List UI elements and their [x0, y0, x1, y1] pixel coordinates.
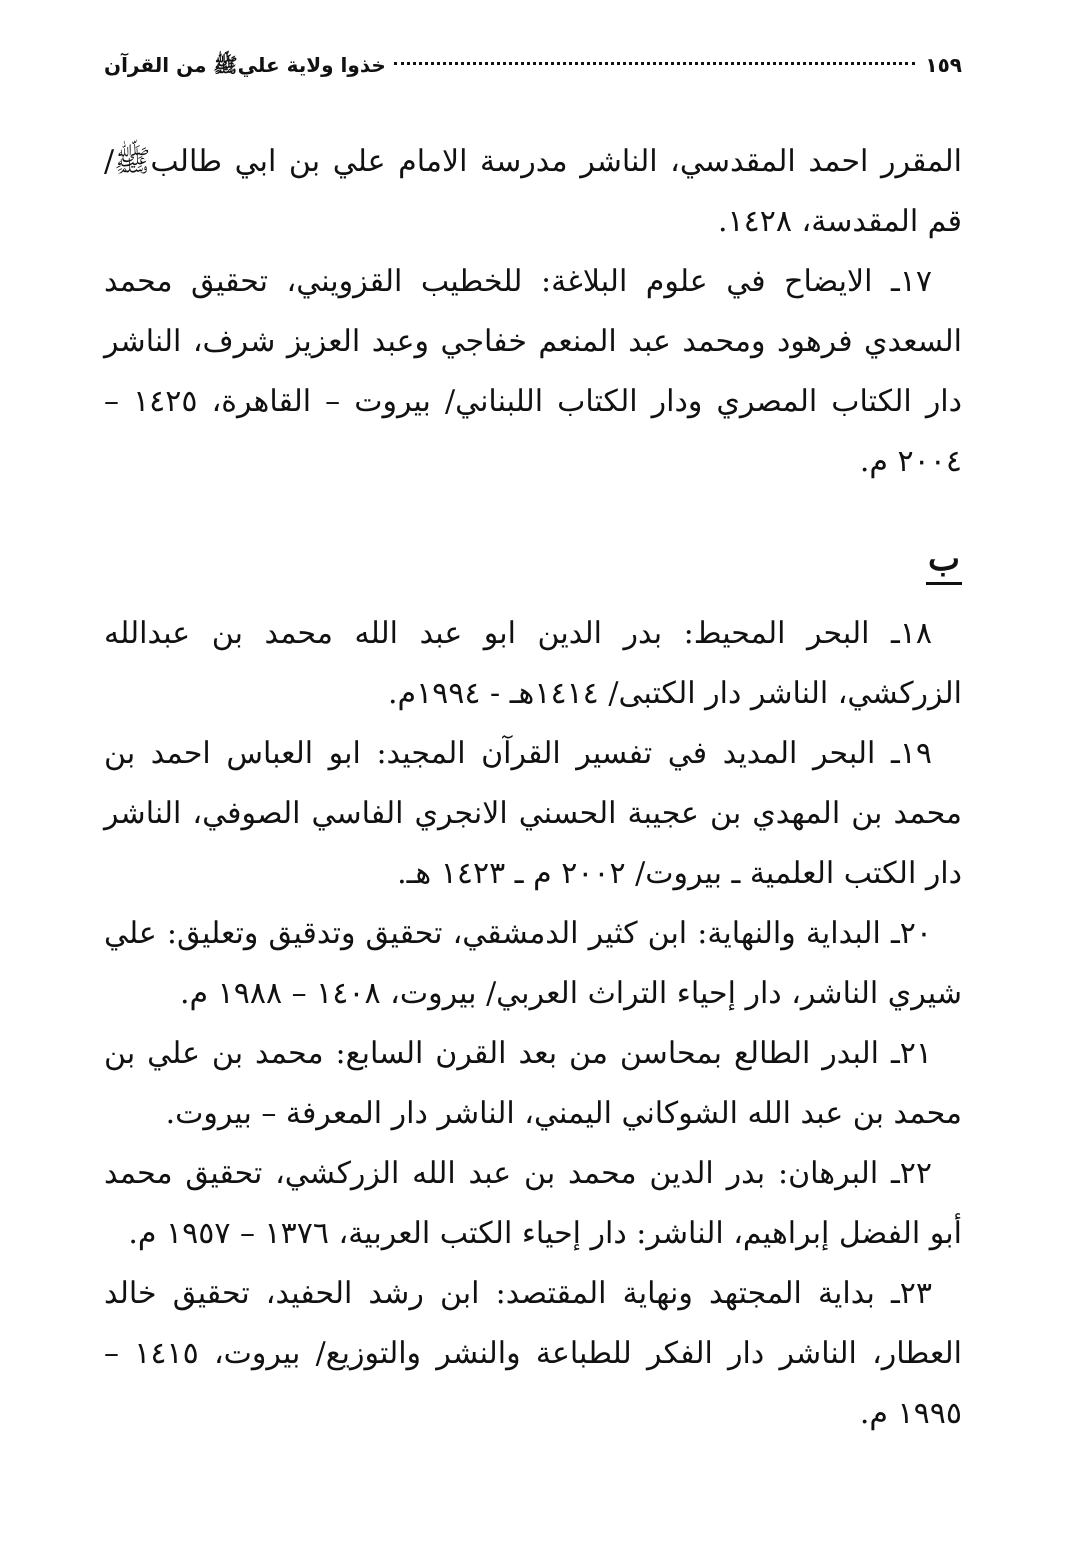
bibliography-entry-21: ٢١ـ البدر الطالع بمحاسن من بعد القرن السابع: محمد بن علي بن محمد بن عبد الله الشوكاني اليمني، الناشر دار المعرفة – بيروت. [104, 1036, 962, 1131]
page-number: ١٥٩ [925, 53, 962, 77]
bibliography-entry-22: ٢٢ـ البرهان: بدر الدين محمد بن عبد الله الزركشي، تحقيق محمد أبو الفضل إبراهيم، الناشر: دار إحياء الكتب العربية، ١٣٧٦ – ١٩٥٧ م. [104, 1156, 962, 1251]
section-letter-heading [104, 524, 962, 594]
bibliography-entry-20: ٢٠ـ البداية والنهاية: ابن كثير الدمشقي، تحقيق وتدقيق وتعليق: علي شيري الناشر، دار إحياء التراث العربي/ بيروت، ١٤٠٨ – ١٩٨٨ م. [104, 916, 962, 1011]
bibliography-entry-18: ١٨ـ البحر المحيط: بدر الدين ابو عبد الله محمد بن عبدالله الزركشي، الناشر دار الكتبى/ ١٤١٤هـ - ١٩٩٤م. [104, 616, 962, 711]
bibliography-content [104, 132, 962, 1444]
header-title: خذوا ولاية عليﷺ من القرآن [104, 53, 386, 77]
continued-entry: المقرر احمد المقدسي، الناشر مدرسة الامام علي بن ابي طالبﷺ/ قم المقدسة، ١٤٢٨. [104, 144, 962, 239]
bibliography-entry-23: ٢٣ـ بداية المجتهد ونهاية المقتصد: ابن رشد الحفيد، تحقيق خالد العطار، الناشر دار الفكر للطباعة والنشر والتوزيع/ بيروت، ١٤١٥ – ١٩٩٥ م. [104, 1276, 962, 1431]
book-page [104, 40, 962, 1519]
section-letter: ب [926, 536, 962, 585]
bibliography-entry-17: ١٧ـ الايضاح في علوم البلاغة: للخطيب القزويني، تحقيق محمد السعدي فرهود ومحمد عبد المنعم خفاجي وعبد العزيز شرف، الناشر دار الكتاب المصري ودار الكتاب اللبناني/ بيروت – القاهرة، ١٤٢٥ – ٢٠٠٤ م. [104, 264, 962, 479]
bibliography-entry-19: ١٩ـ البحر المديد في تفسير القرآن المجيد: ابو العباس احمد بن محمد بن المهدي بن عجيبة الحسني الانجري الفاسي الصوفي، الناشر دار الكتب العلمية ـ بيروت/ ٢٠٠٢ م ـ ١٤٢٣ هـ. [104, 736, 962, 891]
running-header [104, 50, 962, 80]
header-dot-leader [394, 62, 916, 65]
